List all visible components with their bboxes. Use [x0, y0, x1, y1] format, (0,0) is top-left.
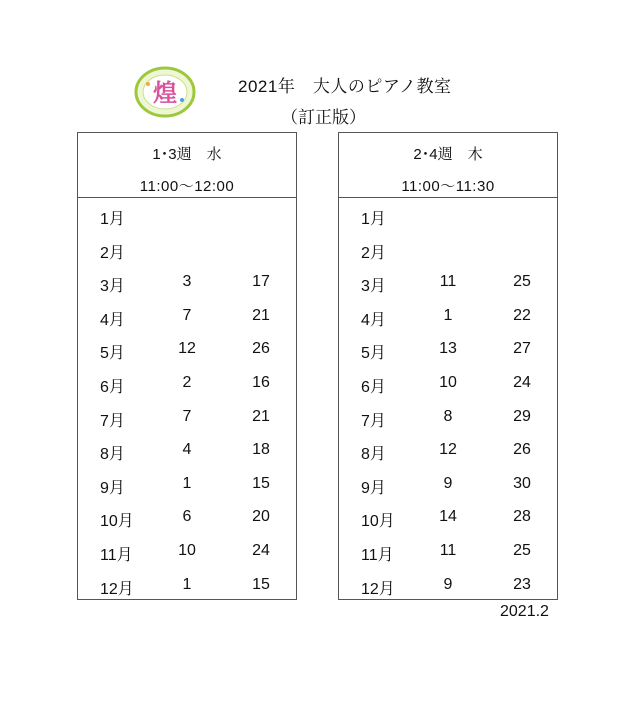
- day-cell: 1: [443, 306, 453, 324]
- day-cell: 16: [252, 374, 270, 391]
- table-row: [339, 273, 557, 296]
- day-cell: 12: [439, 441, 457, 459]
- time-range: 11:00〜11:30: [401, 178, 495, 195]
- month-cell: 8月: [100, 446, 125, 464]
- table-row: [78, 240, 296, 260]
- day-cell: 17: [252, 273, 270, 291]
- month-cell: 1月: [100, 211, 125, 228]
- month-cell: 9月: [100, 479, 125, 497]
- schedule-panel-wednesday: [77, 132, 297, 600]
- day-cell: 1: [182, 575, 192, 593]
- month-cell: 5月: [361, 345, 386, 363]
- day-cell: 23: [513, 575, 531, 593]
- month-cell: 5月: [100, 345, 125, 363]
- day-cell: 10: [439, 374, 457, 391]
- day-cell: 14: [439, 508, 457, 526]
- svg-text:煌: 煌: [153, 79, 177, 107]
- table-row: [78, 206, 296, 226]
- table-row: [339, 340, 557, 363]
- month-cell: 7月: [361, 412, 386, 430]
- month-cell: 3月: [361, 278, 386, 296]
- week-label: 2･4週 木: [413, 146, 483, 163]
- day-cell: 4: [182, 441, 192, 459]
- table-row: [78, 340, 296, 363]
- day-cell: 26: [513, 441, 531, 459]
- table-row: [339, 307, 557, 327]
- table-row: [339, 408, 557, 428]
- day-cell: 27: [513, 340, 531, 358]
- revision-date: 2021.2: [500, 603, 549, 620]
- table-row: [78, 408, 296, 428]
- table-row: [339, 475, 557, 495]
- table-row: [339, 374, 557, 394]
- day-cell: 25: [513, 273, 531, 291]
- day-cell: 20: [252, 508, 270, 526]
- table-row: [78, 273, 296, 296]
- day-cell: 6: [182, 508, 192, 526]
- day-cell: 9: [443, 575, 453, 593]
- table-row: [339, 542, 557, 562]
- month-cell: 7月: [100, 412, 125, 430]
- day-cell: 7: [182, 407, 192, 425]
- day-cell: 21: [252, 407, 270, 425]
- day-cell: 11: [439, 273, 457, 291]
- month-cell: 2月: [100, 244, 125, 262]
- month-cell: 9月: [361, 479, 386, 497]
- table-row: [339, 576, 557, 596]
- day-cell: 1: [182, 474, 192, 492]
- month-cell: 6月: [100, 379, 125, 396]
- day-cell: 10: [178, 542, 196, 559]
- month-cell: 10月: [100, 513, 134, 531]
- month-cell: 1月: [361, 211, 386, 228]
- month-cell: 4月: [361, 311, 386, 329]
- day-cell: 12: [178, 340, 196, 358]
- month-cell: 11月: [361, 547, 394, 564]
- table-row: [78, 508, 296, 531]
- panel-header: [339, 133, 557, 198]
- page-subtitle: （訂正版）: [281, 108, 366, 127]
- table-row: [339, 240, 557, 260]
- day-cell: 24: [513, 374, 531, 391]
- day-cell: 24: [252, 542, 270, 559]
- table-row: [339, 206, 557, 226]
- day-cell: 28: [513, 508, 531, 526]
- table-row: [78, 307, 296, 327]
- month-cell: 12月: [361, 580, 395, 598]
- month-cell: 2月: [361, 244, 386, 262]
- table-row: [78, 576, 296, 596]
- day-cell: 2: [182, 374, 192, 391]
- day-cell: 30: [513, 474, 531, 492]
- month-cell: 8月: [361, 446, 386, 464]
- day-cell: 8: [443, 407, 453, 425]
- day-cell: 15: [252, 575, 270, 593]
- school-logo-icon: [134, 66, 196, 118]
- panel-header: [78, 133, 296, 198]
- table-row: [339, 508, 557, 531]
- day-cell: 25: [513, 542, 531, 559]
- month-cell: 6月: [361, 379, 386, 396]
- time-range: 11:00〜12:00: [139, 178, 235, 195]
- day-cell: 29: [513, 407, 531, 425]
- day-cell: 9: [443, 474, 453, 492]
- day-cell: 11: [439, 542, 457, 559]
- day-cell: 26: [252, 340, 270, 358]
- month-cell: 12月: [100, 580, 134, 598]
- table-row: [339, 441, 557, 464]
- month-cell: 3月: [100, 278, 125, 296]
- day-cell: 15: [252, 474, 270, 492]
- table-row: [78, 475, 296, 495]
- table-row: [78, 542, 296, 562]
- page-title: 2021年 大人のピアノ教室: [238, 77, 452, 96]
- day-cell: 21: [252, 306, 270, 324]
- month-cell: 4月: [100, 311, 125, 329]
- day-cell: 22: [513, 306, 531, 324]
- table-row: [78, 441, 296, 464]
- day-cell: 3: [182, 273, 192, 291]
- day-cell: 18: [252, 441, 270, 459]
- week-label: 1･3週 水: [152, 146, 222, 163]
- schedule-panel-thursday: [338, 132, 558, 600]
- day-cell: 13: [439, 340, 457, 358]
- day-cell: 7: [182, 306, 192, 324]
- table-row: [78, 374, 296, 394]
- month-cell: 10月: [361, 513, 395, 531]
- month-cell: 11月: [100, 547, 133, 564]
